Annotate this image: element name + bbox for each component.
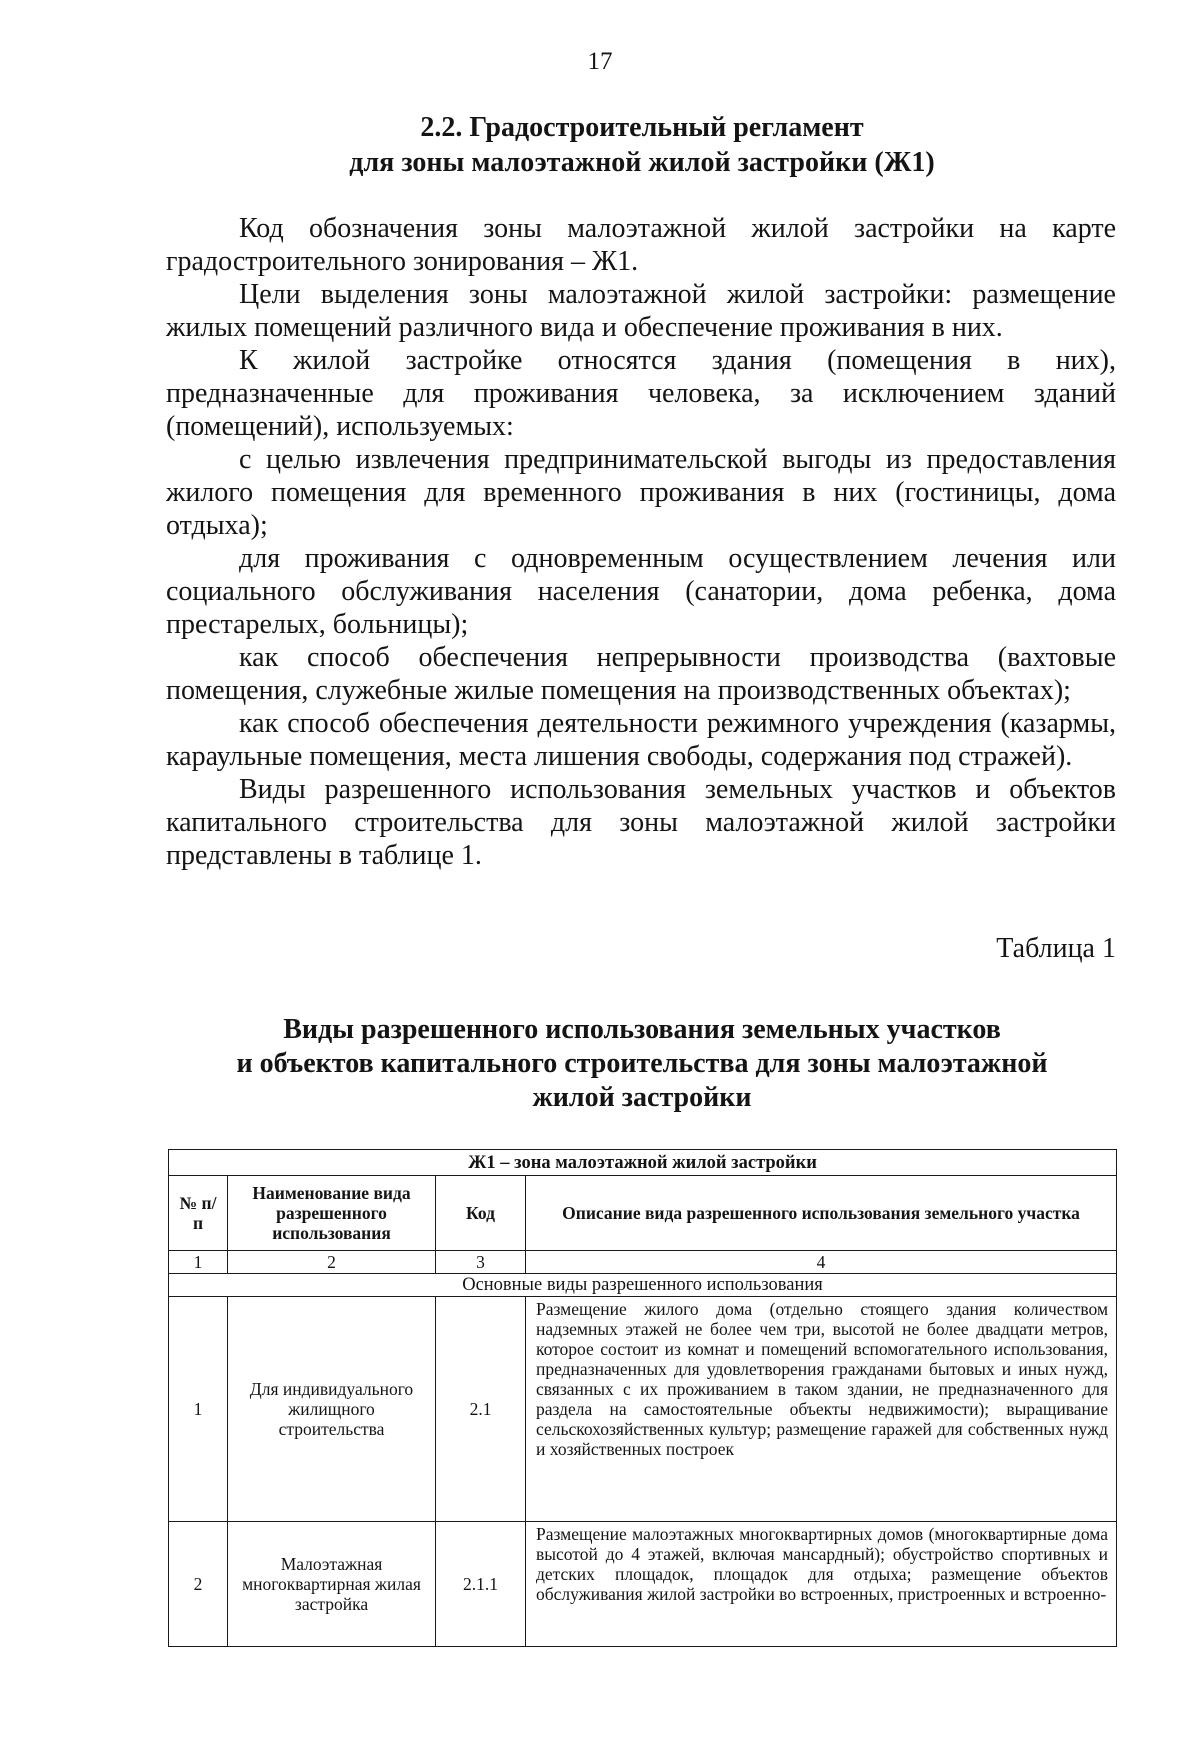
row-number: 1	[169, 1297, 228, 1522]
table-caption: Таблица 1	[996, 933, 1116, 964]
table-row	[169, 1297, 1117, 1522]
column-header-name: Наименование вида разрешенного использования	[228, 1176, 436, 1251]
page-number: 17	[587, 48, 613, 75]
column-number: 3	[436, 1251, 526, 1274]
paragraph-exception-medical: для проживания с одновременным осуществлением лечения или социального обслуживания населения (санатории, дома ребенка, дома престарелых, больницы);	[166, 543, 1116, 640]
paragraph-zone-code: Код обозначения зоны малоэтажной жилой застройки на карте градостроительного зонирования – Ж1.	[166, 213, 1116, 277]
paragraph-exception-hotels: с целью извлечения предпринимательской выгоды из предоставления жилого помещения для временного проживания в них (гостиницы, дома отдыха);	[166, 444, 1116, 541]
table-title	[0, 1013, 1200, 1115]
column-number: 1	[169, 1251, 228, 1274]
group-header-cell: Основные виды разрешенного использования	[169, 1274, 1117, 1297]
row-use-name: Малоэтажная многоквартирная жилая застройка	[228, 1522, 436, 1647]
table-title-line-2: и объектов капитального строительства для зоны малоэтажной	[236, 1048, 1048, 1079]
column-header-description: Описание вида разрешенного использования земельного участка	[526, 1176, 1117, 1251]
row-code: 2.1.1	[436, 1522, 526, 1647]
permitted-uses-table	[168, 1149, 1117, 1647]
body-text	[166, 212, 1116, 872]
table-column-number-row	[169, 1251, 1117, 1274]
zone-header-cell: Ж1 – зона малоэтажной жилой застройки	[169, 1150, 1117, 1176]
section-title-line-2: для зоны малоэтажной жилой застройки (Ж1)	[349, 147, 935, 178]
row-number: 2	[169, 1522, 228, 1647]
row-use-name: Для индивидуального жилищного строительства	[228, 1297, 436, 1522]
row-code: 2.1	[436, 1297, 526, 1522]
row-description: Размещение малоэтажных многоквартирных домов (многоквартирные дома высотой до 4 этажей, включая мансардный); обустройство спортивных и детских площадок, площадок для отдыха; размещение объектов обслуживания жилой застройки во встроенных, пристроенных и встроенно-	[526, 1522, 1117, 1647]
section-title-line-1: 2.2. Градостроительный регламент	[420, 112, 864, 143]
table-title-line-1: Виды разрешенного использования земельных участков	[283, 1014, 1001, 1045]
paragraph-exception-custody: как способ обеспечения деятельности режимного учреждения (казармы, караульные помещения, места лишения свободы, содержания под стражей).	[166, 708, 1116, 772]
table-row	[169, 1522, 1117, 1647]
paragraph-zone-goals: Цели выделения зоны малоэтажной жилой застройки: размещение жилых помещений различного вида и обеспечение проживания в них.	[166, 279, 1116, 343]
table-title-line-3: жилой застройки	[532, 1082, 752, 1113]
paragraph-residential-definition: К жилой застройке относятся здания (помещения в них), предназначенные для проживания человека, за исключением зданий (помещений), используемых:	[166, 345, 1116, 442]
table-column-header-row	[169, 1176, 1117, 1251]
column-header-code: Код	[436, 1176, 526, 1251]
paragraph-table-reference: Виды разрешенного использования земельных участков и объектов капитального строительства для зоны малоэтажной жилой застройки представлены в таблице 1.	[166, 774, 1116, 871]
column-number: 4	[526, 1251, 1117, 1274]
column-header-number: № п/п	[169, 1176, 228, 1251]
table-group-header-row	[169, 1274, 1117, 1297]
section-heading	[0, 110, 1200, 180]
row-description: Размещение жилого дома (отдельно стоящего здания количеством надземных этажей не более чем три, высотой не более двадцати метров, которое состоит из комнат и помещений вспомогательного использования, предназначенных для удовлетворения гражданами бытовых и иных нужд, связанных с их проживанием в таком здании, не предназначенного для раздела на самостоятельные объекты недвижимости); выращивание сельскохозяйственных культур; размещение гаражей для собственных нужд и хозяйственных построек	[526, 1297, 1117, 1522]
table-zone-header-row	[169, 1150, 1117, 1176]
paragraph-exception-production: как способ обеспечения непрерывности производства (вахтовые помещения, служебные жилые помещения на производственных объектах);	[166, 642, 1116, 706]
column-number: 2	[228, 1251, 436, 1274]
